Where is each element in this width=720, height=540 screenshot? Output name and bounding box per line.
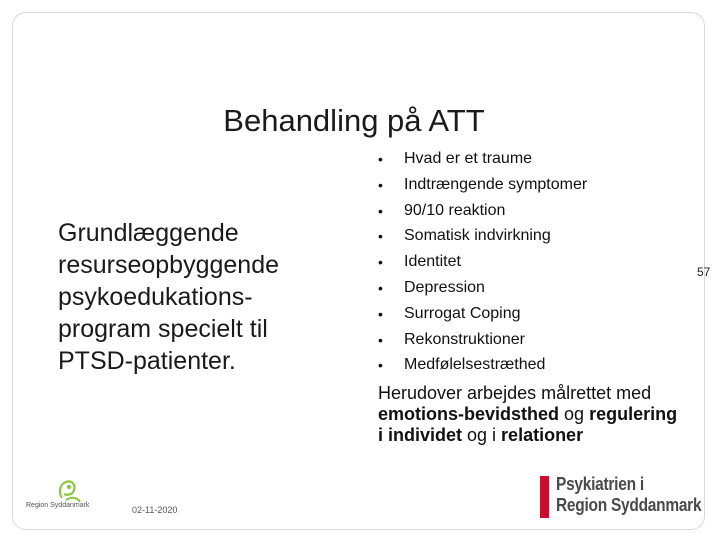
emphasis: emotions-bevidsthed — [378, 404, 560, 424]
left-line: resurseopbyggende — [58, 251, 279, 279]
list-item: • Surrogat Coping — [376, 303, 587, 329]
bullet-icon: • — [378, 176, 383, 193]
logo-line-2: Region Syddanmark — [556, 495, 702, 515]
psykiatrien-logo — [540, 474, 700, 524]
list-item: • Indtrængende symptomer — [376, 174, 587, 200]
list-item: • Somatisk indvirkning — [376, 225, 587, 251]
extra-paragraph: Herudover arbejdes målrettet med emotions-bevidsthed og regulering i individet og i relationer — [378, 383, 678, 445]
left-description — [58, 217, 358, 377]
bullet-icon: • — [378, 279, 383, 296]
topic-list — [376, 148, 587, 380]
list-item: • Identitet — [376, 251, 587, 277]
list-item: • 90/10 reaktion — [376, 200, 587, 226]
bullet-icon: • — [378, 151, 383, 167]
left-line: psykoedukations- — [58, 283, 253, 311]
logo-line-1: Psykiatrien i — [556, 474, 644, 494]
bullet-icon: • — [378, 357, 383, 374]
region-logo-text: Region Syddanmark — [26, 502, 90, 509]
list-item: • Hvad er et traume — [376, 148, 587, 174]
region-logo-icon — [24, 476, 104, 504]
list-item: • Depression — [376, 277, 587, 303]
bullet-icon: • — [378, 254, 383, 271]
bullet-icon: • — [378, 228, 383, 245]
left-line: PTSD-patienter. — [58, 347, 236, 375]
emphasis: regulering i individet — [378, 404, 678, 445]
list-item: • Rekonstruktioner — [376, 329, 587, 355]
left-line: program specielt til — [58, 315, 268, 343]
list-item: • Medfølelsestræthed — [376, 354, 587, 380]
bullet-icon: • — [378, 202, 383, 219]
emphasis: relationer — [501, 425, 584, 445]
page-number: 57 — [697, 265, 711, 279]
bullet-icon: • — [378, 331, 383, 348]
logo-red-bar-icon — [540, 476, 549, 518]
slide-date: 02-11-2020 — [132, 505, 178, 515]
slide-title: Behandling på ATT — [223, 103, 485, 138]
left-line: Grundlæggende — [58, 219, 239, 247]
bullet-icon: • — [378, 305, 383, 322]
region-syddanmark-logo — [24, 476, 104, 516]
